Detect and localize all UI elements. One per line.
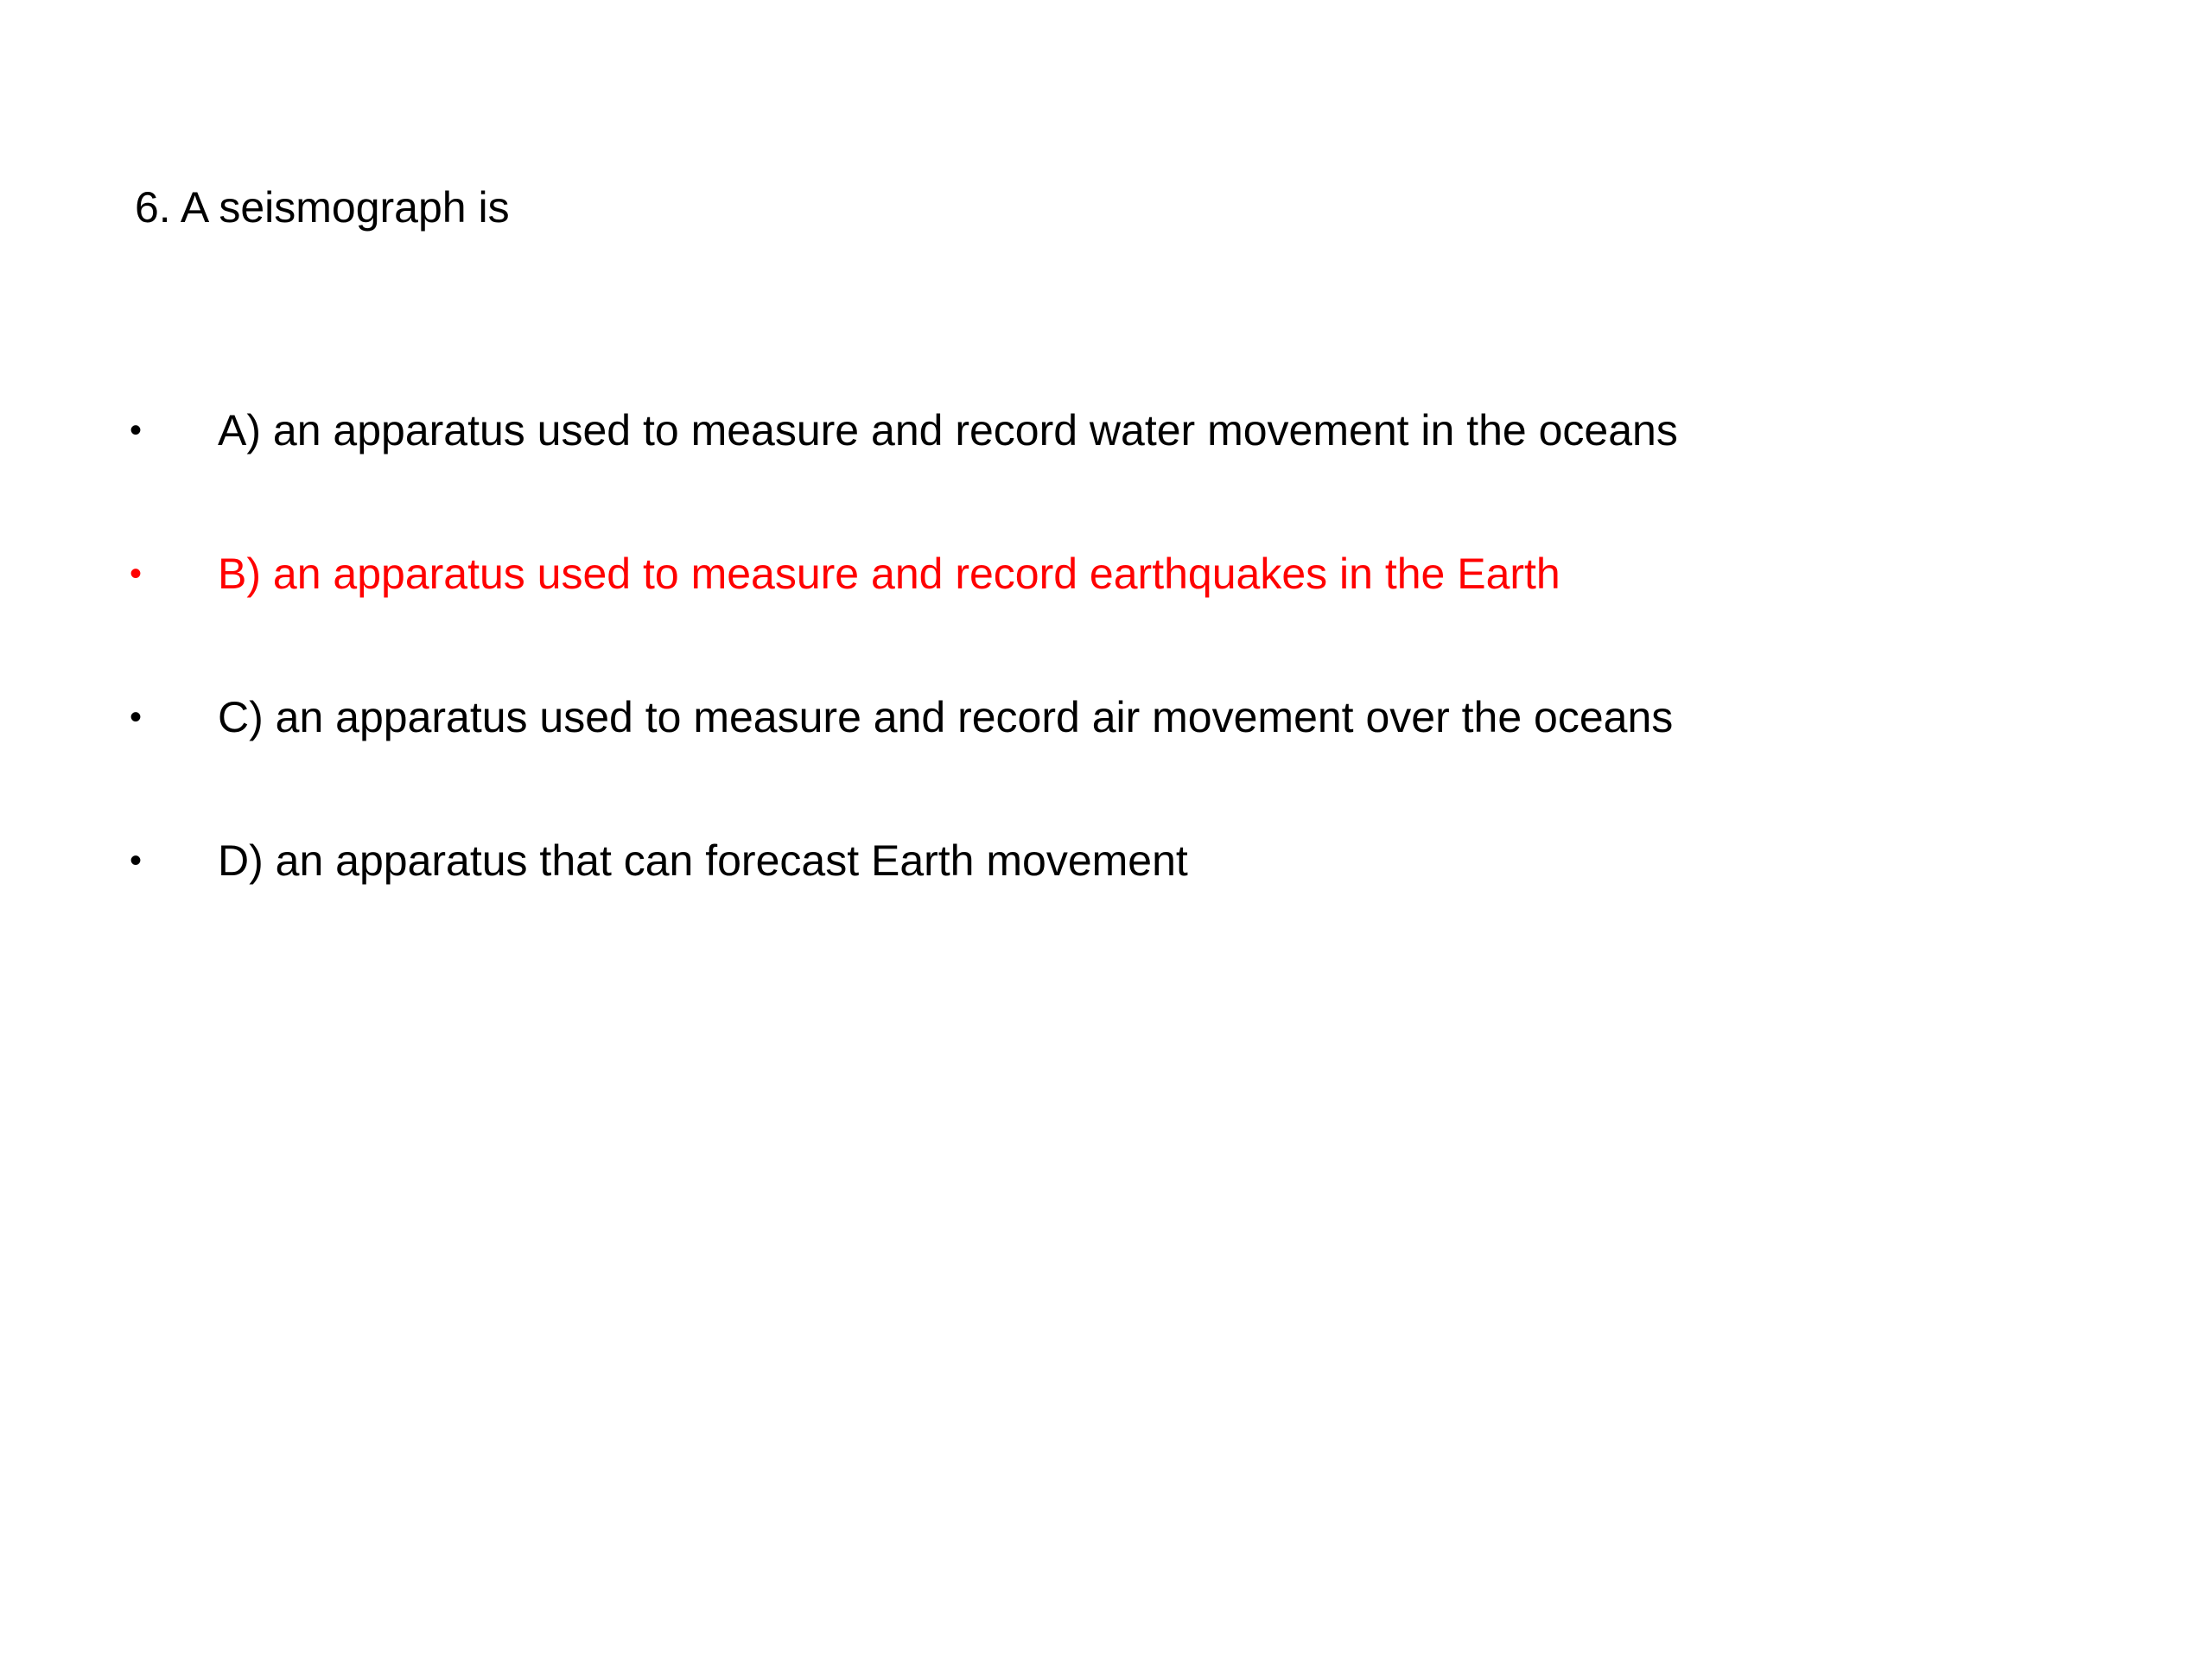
answer-option-text: C) an apparatus used to measure and record air movement over the oceans (218, 693, 1674, 741)
bullet-icon: • (130, 698, 143, 736)
answer-option-text: D) an apparatus that can forecast Earth movement (218, 836, 1188, 885)
bullet-icon: • (130, 842, 143, 880)
bullet-icon: • (130, 411, 143, 449)
answer-option-text: A) an apparatus used to measure and record water movement in the oceans (218, 406, 1678, 454)
bullet-icon: • (130, 555, 143, 593)
answer-option-text: B) an apparatus used to measure and record earthquakes in the Earth (218, 550, 1560, 598)
question-text: 6. A seismograph is (135, 183, 510, 232)
